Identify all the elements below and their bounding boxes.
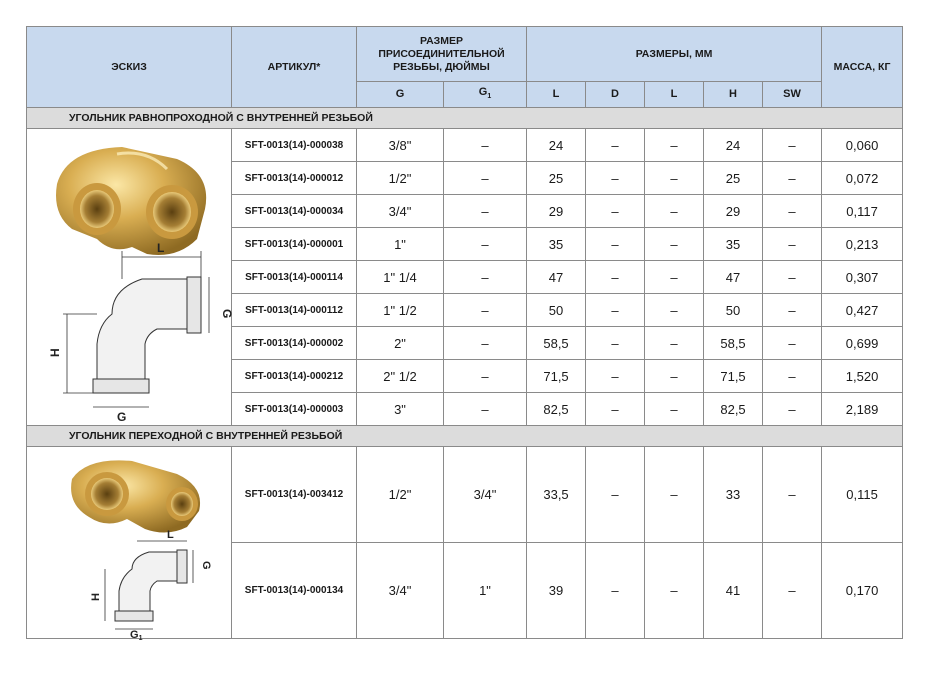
cell-g: 1" 1/2 [357, 294, 444, 327]
cell-d: – [586, 294, 645, 327]
cell-d: – [586, 360, 645, 393]
cell-d: – [586, 195, 645, 228]
cell-g1: – [444, 261, 527, 294]
sketch-cell [27, 129, 232, 426]
cell-g: 3/4" [357, 195, 444, 228]
dim-label-l: L [167, 528, 174, 541]
header-l-upper: L [527, 82, 586, 108]
cell-sw: – [763, 195, 822, 228]
header-h: H [704, 82, 763, 108]
cell-g: 2" [357, 327, 444, 360]
cell-l: 29 [527, 195, 586, 228]
cell-mass: 0,060 [822, 129, 903, 162]
dim-label-l: L [157, 241, 165, 255]
header-thread-size: РАЗМЕР ПРИСОЕДИНИТЕЛЬНОЙ РЕЗЬБЫ, ДЮЙМЫ [357, 27, 527, 82]
sketch-cell [27, 447, 232, 642]
cell-sw: – [763, 393, 822, 426]
cell-sw: – [763, 129, 822, 162]
cell-h: 47 [704, 261, 763, 294]
cell-h: 50 [704, 294, 763, 327]
cell-h: 33 [704, 447, 763, 543]
cell-l: 33,5 [527, 447, 586, 543]
cell-g: 1" [357, 228, 444, 261]
dim-label-g1-sub: 1 [138, 634, 143, 642]
cell-g1: 1" [444, 543, 527, 639]
cell-h: 82,5 [704, 393, 763, 426]
reducing-elbow-photo [71, 460, 200, 532]
header-sketch: ЭСКИЗ [27, 27, 232, 108]
cell-d: – [586, 393, 645, 426]
cell-g1: – [444, 360, 527, 393]
cell-d: – [586, 129, 645, 162]
equal-elbow-sketch [27, 129, 234, 425]
cell-d: – [586, 261, 645, 294]
cell-mass: 0,072 [822, 162, 903, 195]
cell-mass: 0,213 [822, 228, 903, 261]
cell-mass: 1,520 [822, 360, 903, 393]
cell-h: 35 [704, 228, 763, 261]
cell-sw: – [763, 162, 822, 195]
article-cell: SFT-0013(14)-000012 [232, 162, 357, 195]
cell-l: 35 [527, 228, 586, 261]
sketch-box [27, 129, 234, 425]
cell-h: 29 [704, 195, 763, 228]
cell-g: 3" [357, 393, 444, 426]
cell-g1: – [444, 195, 527, 228]
fittings-spec-table [26, 26, 903, 642]
cell-sw: – [763, 360, 822, 393]
header-g1 [444, 82, 527, 108]
cell-mass: 0,427 [822, 294, 903, 327]
equal-elbow-drawing [63, 251, 209, 407]
sketch-box [27, 449, 231, 642]
section-row [27, 108, 903, 129]
cell-l: 82,5 [527, 393, 586, 426]
cell-mass: 0,699 [822, 327, 903, 360]
dim-label-g-side: G [220, 309, 234, 319]
cell-g1: – [444, 294, 527, 327]
cell-mass: 0,115 [822, 447, 903, 543]
header-g1-sub: 1 [487, 93, 492, 101]
cell-h: 24 [704, 129, 763, 162]
cell-g: 1/2" [357, 162, 444, 195]
cell-l: 25 [527, 162, 586, 195]
cell-l: – [645, 129, 704, 162]
article-cell: SFT-0013(14)-000212 [232, 360, 357, 393]
cell-l: – [645, 393, 704, 426]
table-row [27, 129, 903, 162]
table-row [27, 447, 903, 543]
cell-l: – [645, 360, 704, 393]
cell-mass: 0,307 [822, 261, 903, 294]
header-l-lower: L [645, 82, 704, 108]
cell-l: 24 [527, 129, 586, 162]
article-cell: SFT-0013(14)-000114 [232, 261, 357, 294]
cell-l: 47 [527, 261, 586, 294]
section-title: УГОЛЬНИК РАВНОПРОХОДНОЙ С ВНУТРЕННЕЙ РЕЗЬБОЙ [27, 108, 903, 129]
cell-d: – [586, 543, 645, 639]
cell-g1: – [444, 162, 527, 195]
article-cell: SFT-0013(14)-000003 [232, 393, 357, 426]
header-d: D [586, 82, 645, 108]
cell-d: – [586, 228, 645, 261]
dim-label-g1-bottom [130, 629, 143, 642]
header-g1-base: G [478, 85, 488, 98]
cell-l: – [645, 261, 704, 294]
cell-l: 39 [527, 543, 586, 639]
cell-l: 50 [527, 294, 586, 327]
cell-l: – [645, 327, 704, 360]
header-sw: SW [763, 82, 822, 108]
cell-g1: – [444, 228, 527, 261]
section-title: УГОЛЬНИК ПЕРЕХОДНОЙ С ВНУТРЕННЕЙ РЕЗЬБОЙ [27, 426, 903, 447]
article-cell: SFT-0013(14)-000112 [232, 294, 357, 327]
cell-mass: 0,117 [822, 195, 903, 228]
cell-sw: – [763, 543, 822, 639]
cell-g: 1/2" [357, 447, 444, 543]
header-g: G [357, 82, 444, 108]
dim-label-g1-base: G [130, 628, 139, 641]
dim-label-g-bottom: G [117, 410, 127, 424]
table-body [27, 108, 903, 642]
cell-g: 2" 1/2 [357, 360, 444, 393]
cell-sw: – [763, 327, 822, 360]
cell-sw: – [763, 294, 822, 327]
cell-d: – [586, 327, 645, 360]
reducing-elbow-sketch [27, 449, 230, 642]
article-cell: SFT-0013(14)-003412 [232, 447, 357, 543]
cell-d: – [586, 447, 645, 543]
cell-sw: – [763, 447, 822, 543]
reducing-elbow-drawing [105, 541, 193, 629]
cell-g: 3/8" [357, 129, 444, 162]
cell-sw: – [763, 261, 822, 294]
cell-l: – [645, 228, 704, 261]
article-cell: SFT-0013(14)-000034 [232, 195, 357, 228]
dim-label-h: H [48, 348, 62, 357]
dim-label-g-side: G [200, 560, 212, 570]
article-cell: SFT-0013(14)-000001 [232, 228, 357, 261]
cell-sw: – [763, 228, 822, 261]
cell-l: – [645, 447, 704, 543]
cell-g1: 3/4" [444, 447, 527, 543]
cell-l: – [645, 294, 704, 327]
cell-l: – [645, 543, 704, 639]
cell-h: 41 [704, 543, 763, 639]
cell-mass: 2,189 [822, 393, 903, 426]
cell-g1: – [444, 327, 527, 360]
cell-g1: – [444, 129, 527, 162]
cell-l: – [645, 162, 704, 195]
cell-g: 3/4" [357, 543, 444, 639]
cell-d: – [586, 162, 645, 195]
cell-g1: – [444, 393, 527, 426]
cell-mass: 0,170 [822, 543, 903, 639]
dim-label-h: H [90, 592, 102, 601]
cell-g: 1" 1/4 [357, 261, 444, 294]
article-cell: SFT-0013(14)-000038 [232, 129, 357, 162]
header-dimensions: РАЗМЕРЫ, ММ [527, 27, 822, 82]
cell-l: 58,5 [527, 327, 586, 360]
cell-h: 58,5 [704, 327, 763, 360]
cell-h: 25 [704, 162, 763, 195]
article-cell: SFT-0013(14)-000134 [232, 543, 357, 639]
header-mass: МАССА, КГ [822, 27, 903, 108]
cell-l: – [645, 195, 704, 228]
header-article: АРТИКУЛ* [232, 27, 357, 108]
brass-elbow-photo [56, 147, 206, 255]
section-row [27, 426, 903, 447]
article-cell: SFT-0013(14)-000002 [232, 327, 357, 360]
cell-l: 71,5 [527, 360, 586, 393]
cell-h: 71,5 [704, 360, 763, 393]
